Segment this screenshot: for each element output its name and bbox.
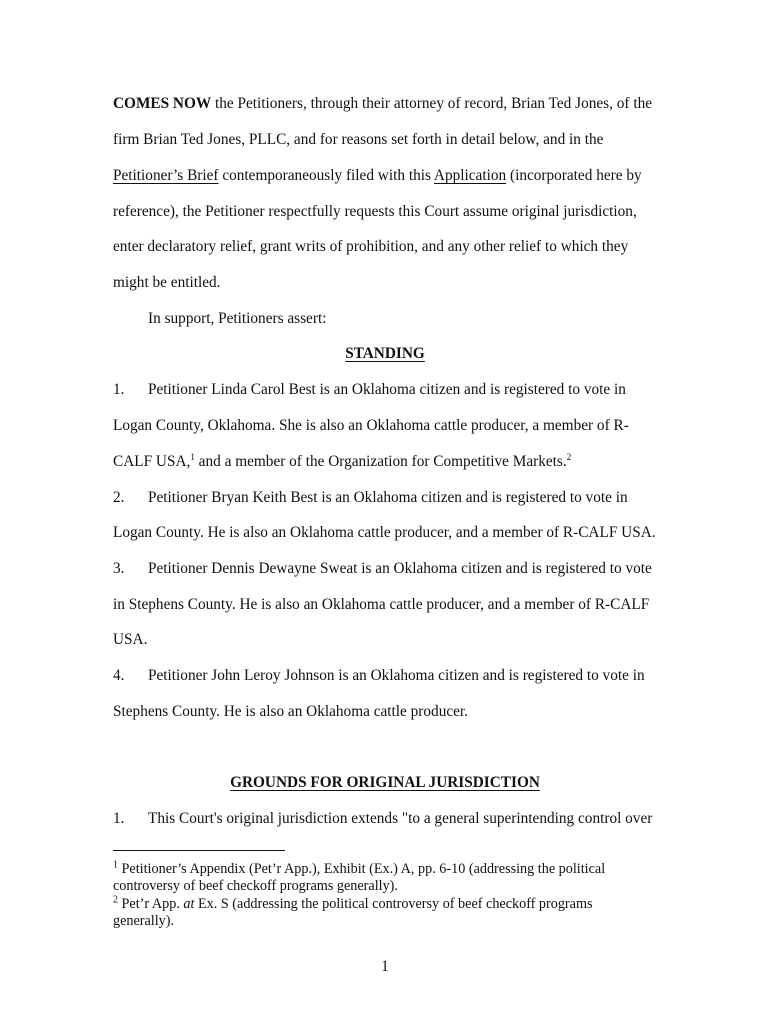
intro-line-2: firm Brian Ted Jones, PLLC, and for reasons set forth in detail below, and in the bbox=[113, 131, 604, 148]
intro-line-5: enter declaratory relief, grant writs of prohibition, and any other relief to which they bbox=[113, 238, 629, 255]
footnote-ref-2[interactable]: 2 bbox=[566, 451, 572, 462]
paragraph-number: 4. bbox=[113, 667, 125, 684]
standing-p3-text-1: Petitioner Dennis Dewayne Sweat is an Oklahoma citizen and is registered to vote bbox=[148, 560, 652, 577]
paragraph-number: 3. bbox=[113, 560, 125, 577]
intro-line-3-mid: contemporaneously filed with this bbox=[218, 167, 434, 184]
intro-line-1 bbox=[113, 94, 653, 114]
footnote-2-text-1b: Ex. S (addressing the political controversy of beef checkoff programs bbox=[194, 896, 593, 912]
standing-p2-text-1: Petitioner Bryan Keith Best is an Oklahoma citizen and is registered to vote in bbox=[148, 489, 628, 506]
standing-p3-line-1 bbox=[113, 559, 653, 579]
application-link[interactable]: Application bbox=[433, 167, 507, 184]
intro-line-3 bbox=[113, 166, 653, 186]
footnote-2-line-2: generally). bbox=[113, 913, 175, 929]
paragraph-number: 2. bbox=[113, 489, 125, 506]
footnote-2-line-1 bbox=[113, 896, 653, 914]
support-line: In support, Petitioners assert: bbox=[148, 310, 327, 327]
standing-p1-line-2: Logan County, Oklahoma. She is also an Oklahoma cattle producer, a member of R- bbox=[113, 417, 629, 434]
standing-heading: STANDING bbox=[345, 345, 425, 362]
footnote-2-mark: 2 bbox=[113, 894, 118, 906]
standing-p1-text-3b: and a member of the Organization for Competitive Markets. bbox=[194, 453, 567, 470]
footnote-1-line-2: controversy of beef checkoff programs generally). bbox=[113, 878, 398, 894]
footnote-1-mark: 1 bbox=[113, 859, 118, 871]
standing-p4-line-2: Stephens County. He is also an Oklahoma cattle producer. bbox=[113, 703, 469, 720]
standing-p2-line-2: Logan County. He is also an Oklahoma cattle producer, and a member of R-CALF USA. bbox=[113, 524, 656, 541]
grounds-p1-line-1 bbox=[113, 809, 653, 829]
standing-p3-line-3: USA. bbox=[113, 631, 148, 648]
standing-p1-text-3a: CALF USA, bbox=[113, 453, 191, 470]
standing-p1-line-3 bbox=[113, 452, 653, 472]
standing-p2-line-1 bbox=[113, 488, 653, 508]
footnote-ref-1[interactable]: 1 bbox=[190, 451, 195, 462]
standing-p4-text-1: Petitioner John Leroy Johnson is an Oklahoma citizen and is registered to vote in bbox=[148, 667, 645, 684]
intro-line-3-end: (incorporated here by bbox=[506, 167, 642, 184]
petitioners-brief-link[interactable]: Petitioner’s Brief bbox=[113, 167, 219, 184]
standing-p1-text-1: Petitioner Linda Carol Best is an Oklahoma citizen and is registered to vote in bbox=[148, 381, 626, 398]
grounds-p1-text-1: This Court's original jurisdiction extends "to a general superintending control over bbox=[148, 810, 653, 827]
comes-now-lead: COMES NOW bbox=[113, 95, 212, 112]
footnote-1-line-1 bbox=[113, 861, 653, 879]
footnote-divider bbox=[113, 850, 285, 851]
intro-line-4: reference), the Petitioner respectfully requests this Court assume original jurisdiction, bbox=[113, 203, 637, 220]
standing-p1-line-1 bbox=[113, 380, 653, 400]
intro-line-1-text: the Petitioners, through their attorney of record, Brian Ted Jones, of the bbox=[211, 95, 653, 112]
intro-line-6: might be entitled. bbox=[113, 274, 221, 291]
footnote-2-text-1a: Pet’r App. bbox=[118, 896, 184, 912]
grounds-heading: GROUNDS FOR ORIGINAL JURISDICTION bbox=[230, 774, 540, 791]
standing-p4-line-1 bbox=[113, 666, 653, 686]
paragraph-number: 1. bbox=[113, 381, 125, 398]
standing-p3-line-2: in Stephens County. He is also an Oklahoma cattle producer, and a member of R-CALF bbox=[113, 596, 650, 613]
paragraph-number: 1. bbox=[113, 810, 125, 827]
page-number: 1 bbox=[381, 958, 389, 975]
footnote-2-italic-at: at bbox=[183, 896, 195, 912]
footnote-1-text-1: Petitioner’s Appendix (Pet’r App.), Exhibit (Ex.) A, pp. 6-10 (addressing the political bbox=[118, 861, 606, 877]
